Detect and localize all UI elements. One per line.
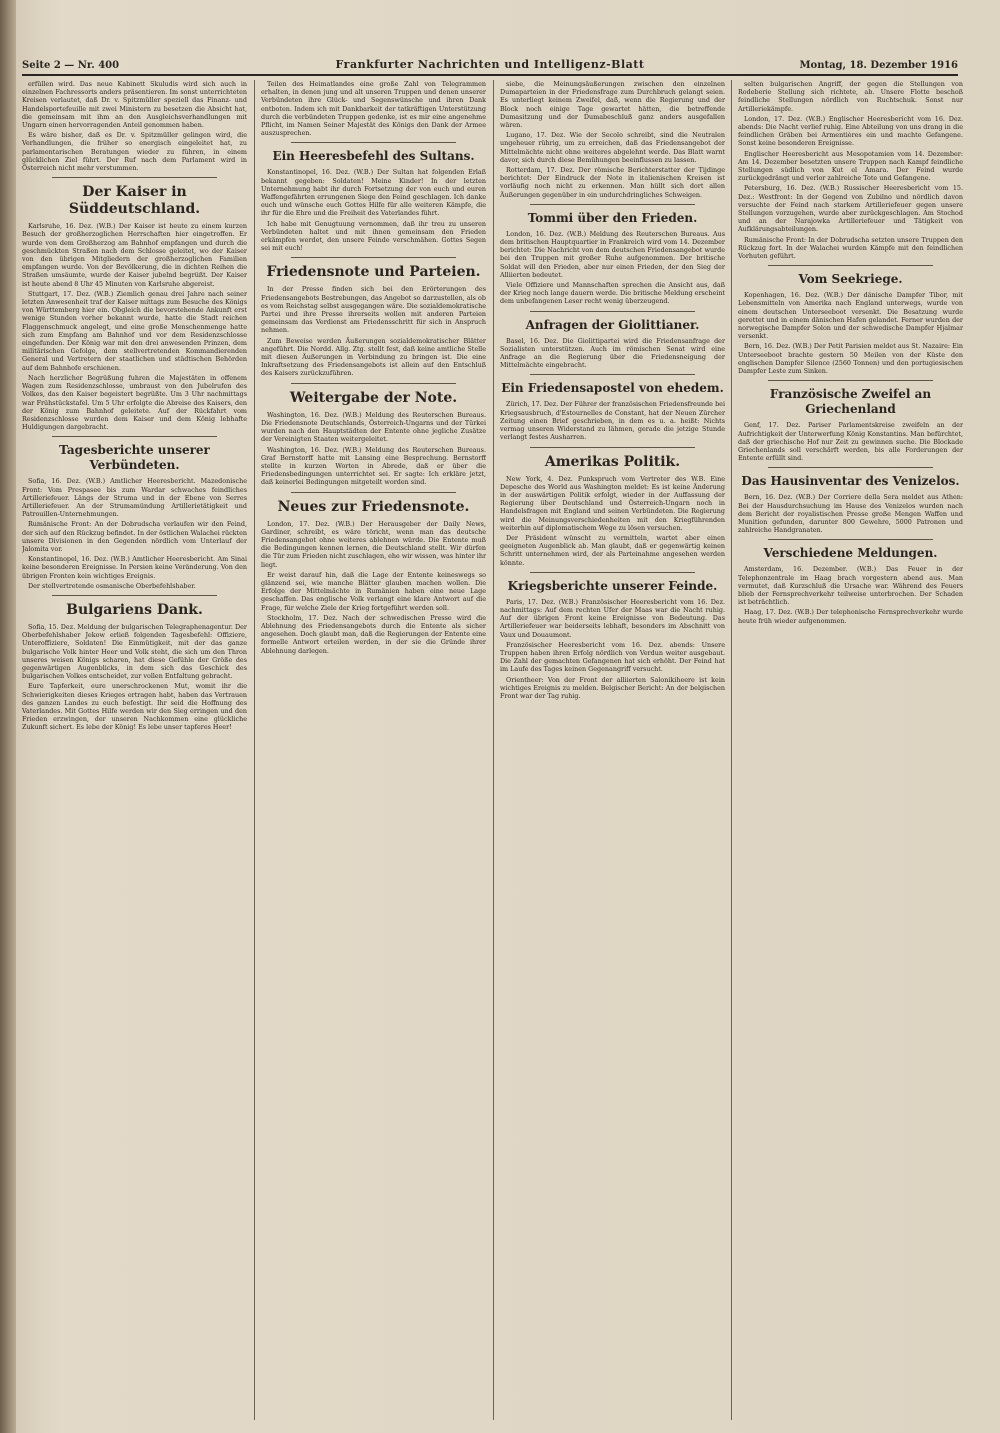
- column-1: [22, 80, 247, 1420]
- article-paragraph: Es wäre bisher, daß es Dr. v. Spitzmüller gelingen wird, die Verhandlungen, die früher so energisch eingeleitet hat, zu parlamentarischen Beratungen wieder zu führen, in einem glücklichen Ziel führt. Der Ruf nach dem Parlament wird in Österreich nicht mehr verstummen.: [22, 131, 247, 173]
- article-paragraph: London, 17. Dez. (W.B.) Englischer Heeresbericht vom 16. Dez. abends: Die Nacht verlief ruhig. Eine Abteilung von uns drang in die feindlichen Gräben bei Armentières ein und machte Gefangene. Sonst keine besonderen Ereignisse.: [738, 114, 963, 148]
- headline-weitergabe: Weitergabe der Note.: [289, 389, 458, 406]
- article-paragraph: Er weist darauf hin, daß die Lage der Entente keineswegs so glänzend sei, wie manche Blätter glauben machen wollen. Die Erfolge der Mittelmächte in Rumänien haben eine neue Lage geschaffen. Das englische Volk verlangt eine klare Antwort auf die Frage, für welche Ziele der Krieg fortgeführt werden soll.: [261, 570, 486, 612]
- section-rule: [530, 311, 695, 312]
- article-paragraph: Eure Tapferkeit, eure unerschrockenen Mut, womit ihr die Schwierigkeiten dieses Krieges ertragen habt, haben das Vertrauen des ganzen Landes zu euch befestigt. Ihr seid die Hoffnung des Vaterlandes. Mit Gottes Hilfe werden wir den Sieg erringen und den Frieden erzwingen, der unseren Nachkommen eine glückliche Zukunft sichert. Es lebe der König! Es lebe unser tapferes Heer!: [22, 682, 247, 732]
- article-paragraph: Sofia, 16. Dez. (W.B.) Amtlicher Heeresbericht. Mazedonische Front: Vom Prespasee bis zum Wardar schwaches feindliches Artilleriefeuer. Längs der Struma und in der Ebene von Serres Artilleriefeuer. An der Strumamündung Artillerietätigkeit und Patrouillen-Unternehmungen.: [22, 477, 247, 519]
- article-paragraph: Rotterdam, 17. Dez. Der römische Berichterstatter der Tijdinge berichtet: Der Eindruck der Note in italienischen Kreisen ist vorläufig noch nicht zu erkennen. Man hüllt sich dort allen Äußerungen gegenüber in ein undurchdringliches Schweigen.: [500, 166, 725, 199]
- headline-seekrieg: Vom Seekriege.: [798, 272, 903, 287]
- section-rule: [530, 572, 695, 573]
- column-divider: [493, 80, 494, 1420]
- column-2: [261, 80, 486, 1420]
- page-header: [22, 56, 958, 76]
- article-paragraph: Karlsruhe, 16. Dez. (W.B.) Der Kaiser ist heute zu einem kurzen Besuch der großherzoglichen Herrschaften hier eingetroffen. Er wurde von dem Großherzog am Bahnhof empfangen und durch die geschmückten Straßen nach dem Schlosse geleitet, wo der Kaiser von den übrigen Mitgliedern der großherzoglichen Familien empfangen wurde. Von der Bevölkerung, die in dichten Reihen die Straßen umsäumte, wurde der Kaiser jubelnd begrüßt. Der Kaiser ist heute abend 8 Uhr 45 Minuten von Karlsruhe abgereist.: [22, 222, 247, 288]
- page-number: Seite 2 — Nr. 400: [22, 60, 120, 71]
- headline-venizelos: Das Hausinventar des Venizelos.: [741, 474, 960, 489]
- section-rule: [768, 265, 933, 266]
- headline-giolittianer: Anfragen der Giolittianer.: [525, 317, 700, 332]
- article-paragraph: selten bulgarischen Angriff, der gegen die Stellungen von Rodeberie Stellung sich richtete, ab. Unsere Flotte beschoß feindliche Stellungen nördlich von Ruchtschuk. Sonst nur Artilleriekämpfe.: [738, 80, 963, 113]
- article-paragraph: Kopenhagen, 16. Dez. (W.B.) Der dänische Dampfer Tibor, mit Lebensmitteln von Amerika nach England unterwegs, wurde von einem deutschen Unterseeboot versenkt. Die Besatzung wurde gerettet und in einem dänischen Hafen gelandet. Ferner wurden der norwegische Dampfer Solon und der schwedische Dampfer Hjalmar versenkt.: [738, 291, 963, 341]
- article-paragraph: Bern, 16. Dez. (W.B.) Der Corriere della Sera meldet aus Athen: Bei der Hausdurchsuchung im Hause des Venizelos wurden nach dem Bericht der royalistischen Presse große Mengen Waffen und Munition gefunden, darunter 800 Gewehre, 5000 Patronen und zahlreiche Handgranaten.: [738, 493, 963, 535]
- article-paragraph: Orientheer: Von der Front der alliierten Salonikiheere ist kein wichtiges Ereignis zu melden. Belgischer Bericht: An der belgischen Front war der Tag ruhig.: [500, 675, 725, 700]
- column-4: [738, 80, 963, 1420]
- section-rule: [291, 257, 456, 258]
- headline-kaiser: Der Kaiser in Süddeutschland.: [68, 184, 201, 218]
- article-paragraph: Teilen des Heimatlandes eine große Zahl von Telegrammen erhalten, in denen jung und alt unseren Truppen und denen unserer Verbündeten ihre Glück- und Segenswünsche und ihren Dank entboten. Indem ich mit Dankbarkeit der tatkräftigen Unterstützung durch die verbündeten Truppen gedenke, ist es mir eine angenehme Pflicht, im Namen Seiner Majestät des Königs den Dank der Armee auszusprechen.: [261, 80, 486, 138]
- article-paragraph: In der Presse finden sich bei den Erörterungen des Friedensangebots Bestrebungen, das Angebot so darzustellen, als ob es vom Reichstag selbst ausgegangen wäre. Die sozialdemokratische Partei und ihre Presse ihrerseits wollen mit anderen Parteien gemeinsam das Verdienst am Friedensschritt für sich in Anspruch nehmen.: [261, 285, 486, 335]
- article-paragraph: Zürich, 17. Dez. Der Führer der französischen Friedensfreunde bei Kriegsausbruch, d'Estournelles de Constant, hat der Neuen Zürcher Zeitung einen Brief geschrieben, in dem es u. a. heißt: Nichts vermag unseren Widerstand zu lähmen, gerade die jetzige Stunde verlangt festes Ausharren.: [500, 400, 725, 442]
- article-paragraph: Paris, 17. Dez. (W.B.) Französischer Heeresbericht vom 16. Dez. nachmittags: Auf dem rechten Ufer der Maas war die Nacht ruhig. Auf der übrigen Front keine Ereignisse von Bedeutung. Das Artilleriefeuer war beiderseits lebhaft, besonders im Abschnitt von Vaux und Douaumont.: [500, 597, 725, 639]
- article-paragraph: Französischer Heeresbericht vom 16. Dez. abends: Unsere Truppen haben ihren Erfolg nördlich von Verdun weiter ausgebaut. Die Zahl der gemachten Gefangenen hat sich erhöht. Der Feind hat im Laufe des Tages keinen Gegenangriff versucht.: [500, 640, 725, 674]
- section-rule: [768, 539, 933, 540]
- headline-tagesberichte: Tagesberichte unserer Verbündeten.: [59, 443, 210, 473]
- article-paragraph: Stockholm, 17. Dez. Nach der schwedischen Presse wird die Ablehnung des Friedensangebots durch die Entente als sicher angesehen. Doch glaubt man, daß die Regierungen der Entente eine formelle Antwort erteilen werden, in der sie die Gründe ihrer Ablehnung darlegen.: [261, 613, 486, 655]
- article-paragraph: London, 17. Dez. (W.B.) Der Herausgeber der Daily News, Gardiner, schreibt, es wäre töricht, wenn man das deutsche Friedensangebot ohne weiteres ablehnen würde. Die Entente muß die Bedingungen kennen lernen, die Deutschland stellt. Wir dürfen die Tür zum Frieden nicht zuschlagen, ehe wir wissen, was hinter ihr liegt.: [261, 519, 486, 569]
- article-paragraph: London, 16. Dez. (W.B.) Meldung des Reuterschen Bureaus. Aus dem britischen Hauptquartier in Frankreich wird vom 14. Dezember berichtet: Die Nachricht von dem deutschen Friedensangebot wurde bei den Truppen mit großer Ruhe aufgenommen. Der britische Soldat will den Frieden, aber nur einen Frieden, der den Sieg der Alliierten bedeutet.: [500, 229, 725, 279]
- article-signature: Der stellvertretende osmanische Oberbefehlshaber.: [28, 581, 196, 590]
- section-rule: [530, 447, 695, 448]
- article-paragraph: Genf, 17. Dez. Pariser Parlamentskreise zweifeln an der Aufrichtigkeit der Unterwerfung König Konstantins. Man befürchtet, daß der griechische Hof nur Zeit zu gewinnen suche. Die Blockade Griechenlands soll verschärft werden, bis alle Forderungen der Entente erfüllt sind.: [738, 421, 963, 463]
- article-paragraph: Basel, 16. Dez. Die Giolittipartei wird die Friedensanfrage der Sozialisten unterstützen. Auch im römischen Senat wird eine Anfrage an die Regierung über die Friedensneigung der Mittelmächte eingebracht.: [500, 336, 725, 370]
- article-paragraph: New York, 4. Dez. Funkspruch vom Vertreter des W.B. Eine Depesche des World aus Washington meldet: Es ist keine Änderung in der auswärtigen Politik erfolgt, wieder in der Auffassung der Regierung über Deutschland und Österreich-Ungarn noch in Handelsfragen mit England und seinen Verbündeten. Die Regierung wird die Meinungsverschiedenheiten mit den Kriegführenden weiterhin auf diplomatischem Wege zu lösen versuchen.: [500, 474, 725, 532]
- article-paragraph: Bern, 16. Dez. (W.B.) Der Petit Parisien meldet aus St. Nazaire: Ein Unterseeboot brachte gestern 50 Meilen von der Küste den englischen Dampfer Silence (2560 Tonnen) und den portugiesischen Dampfer Leste zum Sinken.: [738, 342, 963, 376]
- header-rule: [22, 74, 958, 76]
- article-paragraph: Petersburg, 16. Dez. (W.B.) Russischer Heeresbericht vom 15. Dez.: Westfront: In der Gegend von Zubilno und nördlich davon versuchte der Feind nach starkem Artilleriefeuer gegen unsere Stellungen vorzugehen, wurde aber zurückgeschlagen. Am Stochod und an der Narajowka Artilleriefeuer und Tätigkeit von Aufklärungsabteilungen.: [738, 184, 963, 234]
- headline-kriegsberichte-feinde: Kriegsberichte unserer Feinde.: [507, 578, 718, 593]
- headline-sultan: Ein Heeresbefehl des Sultans.: [272, 149, 475, 164]
- article-paragraph: Ich habe mit Genugtuung vernommen, daß ihr treu zu unseren Verbündeten haltet und mit ihnen gemeinsam den Frieden erkämpfen werdet, den unsere Feinde verschmähen. Gottes Segen sei mit euch!: [261, 219, 486, 253]
- article-paragraph: Rumänische Front: An der Dobrudscha verlaufen wir den Feind, der sich auf den Rückzug befindet. In der östlichen Walachei rückten unsere Divisionen in den Gegenden nördlich vom Unterlauf der Jalomita vor.: [22, 520, 247, 553]
- column-divider: [731, 80, 732, 1420]
- column-divider: [254, 80, 255, 1420]
- article-paragraph: Englischer Heeresbericht aus Mesopotamien vom 14. Dezember: Am 14. Dezember besetzten unsere Truppen nach Kampf feindliche Stellungen südlich von Kut el Amara. Der Feind wurde zurückgedrängt und verlor zahlreiche Tote und Gefangene.: [738, 149, 963, 183]
- article-paragraph: Lugano, 17. Dez. Wie der Secolo schreibt, sind die Neutralen ungeheuer rührig, um zu erreichen, daß das Friedensangebot der Mittelmächte nicht ohne weiteres abgelehnt werde. Das Blatt warnt davor, sich durch diese Bemühungen beeinflussen zu lassen.: [500, 131, 725, 164]
- headline-bulgariens-dank: Bulgariens Dank.: [66, 601, 203, 618]
- section-rule: [768, 380, 933, 381]
- headline-tommi: Tommi über den Frieden.: [527, 210, 698, 225]
- article-paragraph: siebe, die Meinungsäußerungen zwischen den einzelnen Dumaparteien in der Friedensfrage zum Durchbruch gelangt seien. Es unterliegt keinem Zweifel, daß, wenn die Regierung und der Block noch einige Tage gewartet hätten, die betreffende Dumasitzung und der Dumabeschluß ganz anders ausgefallen wären.: [500, 80, 725, 130]
- article-paragraph: erfüllen wird. Das neue Kabinett Skuludis wird sich auch in einzelnen Fachressorts anders präsentieren. Im sonst unterrichteten Kreisen verlautet, daß Dr. v. Spitzmüller speziell das Finanz- und Handelsportefeuille mit zwei Ministern zu besetzen die Absicht hat, die gemeinsam mit ihm an den Ausgleichsverhandlungen mit Ungarn einen hervorragenden Anteil genommen haben.: [22, 80, 247, 130]
- issue-date: Montag, 18. Dezember 1916: [799, 60, 958, 71]
- section-rule: [52, 436, 217, 437]
- article-paragraph: Nach herzlicher Begrüßung fuhren die Majestäten in offenem Wagen zum Residenzschlosse, umbraust von den Jubelrufen des Volkes, das den Kaiser begeistert begrüßte. Um 3 Uhr nachmittags war Frühstückstafel. Um 5 Uhr erfolgte die Abreise des Kaisers, den der König zum Bahnhof geleitete. Auf der Rückfahrt vom Residenzschlosse wurden dem Kaiser und dem König lebhafte Huldigungen dargebracht.: [22, 373, 247, 432]
- section-rule: [291, 142, 456, 143]
- column-3: [500, 80, 725, 1420]
- article-paragraph: Zum Beweise werden Äußerungen sozialdemokratischer Blätter angeführt. Die Nordd. Allg. Ztg. stellt fest, daß keine amtliche Stelle mit diesen Äußerungen in Verbindung zu bringen ist. Die eine Inkraftsetzung des Friedensangebots ist allein auf den Entschluß des Kaisers zurückzuführen.: [261, 336, 486, 378]
- section-rule: [52, 595, 217, 596]
- section-rule: [768, 467, 933, 468]
- article-paragraph: Sofia, 15. Dez. Meldung der bulgarischen Telegraphenagentur. Der Oberbefehlshaber Jekow erließ folgenden Tagesbefehl: Offiziere, Unteroffiziere, Soldaten! Die Einmütigkeit, mit der das ganze bulgarische Volk hinter Heer und Volk steht, die sich um den Thron unseres weisen Königs scharen, hat diese Gefühle der Größe des gegenwärtigen Augenblicks, in dem sich das Geschick des bulgarischen Volkes entscheidet, zur vollen Entfaltung gebracht.: [22, 622, 247, 681]
- article-paragraph: Konstantinopel, 16. Dez. (W.B.) Der Sultan hat folgenden Erlaß bekannt gegeben: Soldaten! Meine Kinder! In der letzten Unternehmung habt ihr durch Fortsetzung der von euch und euren Waffengefährten errungenen Siege den Feind geschlagen. Ich danke euch und wünsche euch Gottes Hilfe für alle weiteren Kämpfe, die ihr für die Ehre und die Freiheit des Vaterlandes führt.: [261, 168, 486, 218]
- section-rule: [291, 492, 456, 493]
- article-paragraph: Washington, 16. Dez. (W.B.) Meldung des Reuterschen Bureaus. Die Friedensnote Deutschlands, Österreich-Ungarns und der Türkei wurden nach den Hauptstädten der Entente ohne jegliche Zusätze der Vereinigten Staaten weitergeleitet.: [261, 410, 486, 444]
- headline-friedensapostel: Ein Friedensapostel von ehedem.: [501, 381, 724, 396]
- headline-amerikas-politik: Amerikas Politik.: [544, 453, 681, 470]
- headline-friedensnote-parteien: Friedensnote und Parteien.: [266, 264, 481, 281]
- article-paragraph: Konstantinopel, 16. Dez. (W.B.) Amtlicher Heeresbericht. Am Sinai keine besonderen Ereignisse. In Persien keine Veränderung. Von den übrigen Fronten kein wichtiges Ereignis.: [22, 555, 247, 580]
- section-rule: [530, 374, 695, 375]
- article-paragraph: Rumänische Front: In der Dobrudscha setzten unsere Truppen den Rückzug fort. In der Walachei wurden Kämpfe mit den feindlichen Vorhuten geführt.: [738, 235, 963, 261]
- headline-verschiedene-meldungen: Verschiedene Meldungen.: [763, 546, 938, 561]
- article-paragraph: Washington, 16. Dez. (W.B.) Meldung des Reuterschen Bureaus. Graf Bernstorff hatte mit Lansing eine Besprechung. Bernstorff stellte in kurzen Worten in Abrede, daß er über die Friedensbedingungen unterrichtet sei. Er sagte: Ich erkläre jetzt, daß keinerlei Bedingungen mitgeteilt worden sind.: [261, 445, 486, 487]
- section-rule: [291, 383, 456, 384]
- article-paragraph: Haag, 17. Dez. (W.B.) Der telephonische Fernsprechverkehr wurde heute früh wieder aufgenommen.: [738, 608, 963, 625]
- article-paragraph: Amsterdam, 16. Dezember. (W.B.) Das Feuer in der Telephonzentrale im Haag brach vorgestern abend aus. Man vermutet, daß Kurzschluß die Ursache war. Während des Feuers blieb der Fernsprechverkehr teilweise unterbrochen. Der Schaden ist beträchtlich.: [738, 565, 963, 607]
- article-paragraph: Viele Offiziere und Mannschaften sprechen die Ansicht aus, daß der Krieg noch lange dauern werde. Die britische Meldung erscheint dem unbefangenen Leser recht wenig überzeugend.: [500, 281, 725, 306]
- article-paragraph: Der Präsident wünscht zu vermitteln, wartet aber einen geeigneten Augenblick ab. Man glaubt, daß er gegenwärtig keinen Schritt unternehmen wird, der als Parteinahme angesehen werden könnte.: [500, 533, 725, 567]
- page-binding: [0, 0, 16, 1433]
- section-rule: [52, 177, 217, 178]
- article-paragraph: Stuttgart, 17. Dez. (W.B.) Ziemlich genau drei Jahre nach seiner letzten Anwesenheit traf der Kaiser mittags zum Besuche des Königs von Württemberg hier ein. Obgleich die bevorstehende Ankunft erst wenige Stunden vorher bekannt wurde, hatte die Stadt reichen Flaggenschmuck angelegt, und eine große Menschenmenge hatte sich zum Empfang am Bahnhof und vor dem Residenzschlosse eingefunden. Der König war mit den drei anwesenden Prinzen, dem militärischen Gefolge, dem stellvertretenden Kommandierenden General und Vertretern der staatlichen und städtischen Behörden auf dem Bahnhofe erschienen.: [22, 289, 247, 372]
- newspaper-title: Frankfurter Nachrichten und Intelligenz-Blatt: [335, 58, 645, 71]
- headline-neues-friedensnote: Neues zur Friedensnote.: [277, 498, 470, 515]
- headline-zweifel-griechenland: Französische Zweifel an Griechenland: [769, 387, 932, 417]
- section-rule: [530, 204, 695, 205]
